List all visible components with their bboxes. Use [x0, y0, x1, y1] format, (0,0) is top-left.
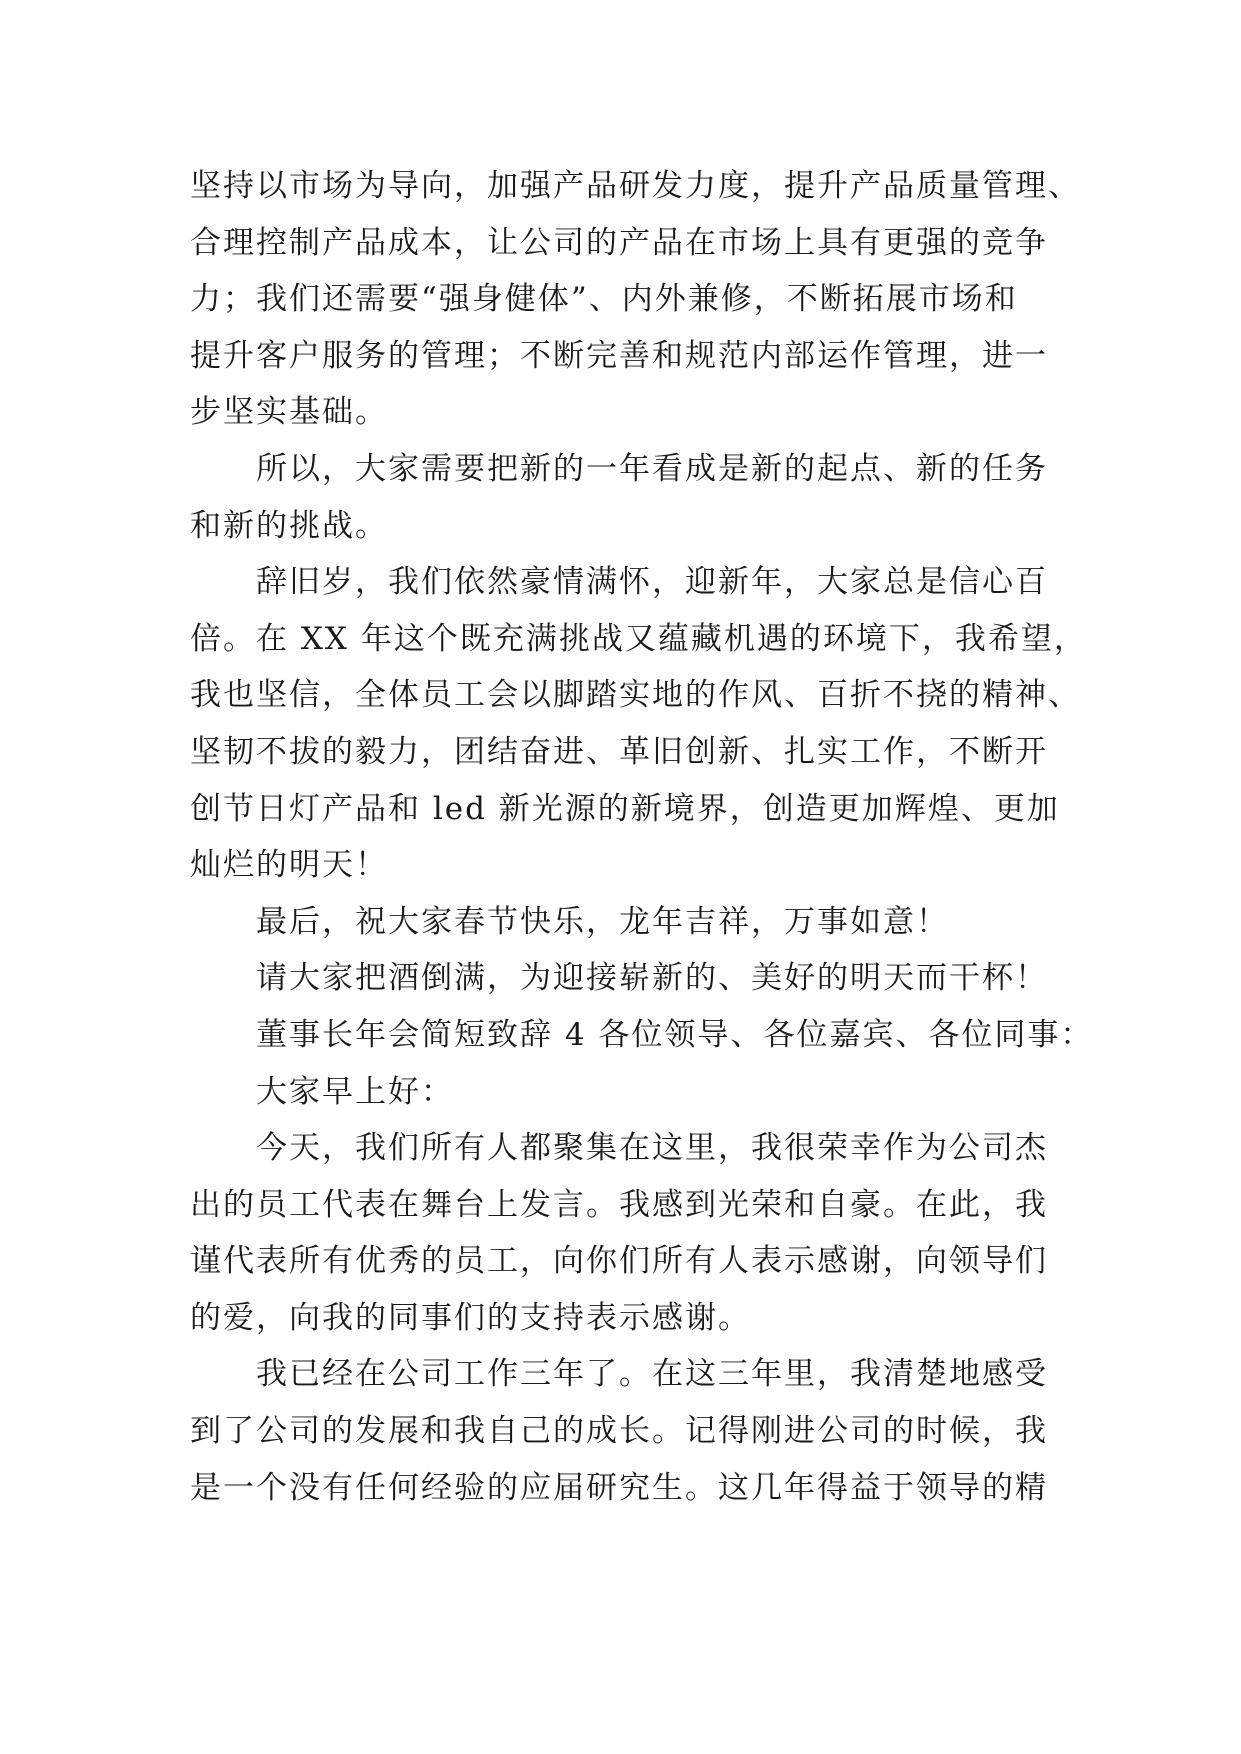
paragraph-3 [190, 554, 1087, 894]
text-line: 我也坚信，全体员工会以脚踏实地的作风、百折不挠的精神、 [190, 677, 1081, 714]
text-line: 谨代表所有优秀的员工，向你们所有人表示感谢，向领导们 [190, 1243, 1048, 1280]
text-line: 所以，大家需要把新的一年看成是新的起点、新的任务 [256, 450, 1048, 487]
text-line: 的爱，向我的同事们的支持表示感谢。 [190, 1299, 751, 1336]
text-line: 我已经在公司工作三年了。在这三年里，我清楚地感受 [256, 1356, 1048, 1393]
paragraph-1 [190, 158, 1081, 441]
text-line: 合理控制产品成本，让公司的产品在市场上具有更强的竞争 [190, 224, 1048, 261]
text-line: 最后，祝大家春节快乐，龙年吉祥，万事如意！ [256, 903, 949, 940]
text-line: 灿烂的明天！ [190, 847, 388, 884]
text-line: 提升客户服务的管理；不断完善和规范内部运作管理，进一 [190, 337, 1048, 374]
text-line: 坚韧不拔的毅力，团结奋进、革旧创新、扎实工作，不断开 [190, 733, 1048, 770]
text-line: 创节日灯产品和 led 新光源的新境界，创造更加辉煌、更加 [190, 790, 1060, 827]
text-line: 步坚实基础。 [190, 394, 388, 431]
text-line: 请大家把酒倒满，为迎接崭新的、美好的明天而干杯！ [256, 960, 1048, 997]
text-line: 和新的挑战。 [190, 507, 388, 544]
text-line: 到了公司的发展和我自己的成长。记得刚进公司的时候，我 [190, 1413, 1048, 1450]
text-line: 出的员工代表在舞台上发言。我感到光荣和自豪。在此，我 [190, 1186, 1048, 1223]
text-line: 坚持以市场为导向，加强产品研发力度，提升产品质量管理、 [190, 168, 1081, 204]
paragraph-5 [190, 950, 1070, 1007]
paragraph-7 [190, 1064, 1070, 1121]
paragraph-9 [190, 1346, 1070, 1516]
paragraph-8 [190, 1120, 1070, 1346]
document-body [190, 158, 1094, 1516]
text-line: 今天，我们所有人都聚集在这里，我很荣幸作为公司杰 [256, 1130, 1048, 1167]
text-line: 董事长年会简短致辞 4 各位领导、各位嘉宾、各位同事： [256, 1016, 1094, 1053]
text-line: 大家早上好： [256, 1073, 454, 1110]
paragraph-2 [190, 441, 1070, 554]
text-line: 是一个没有任何经验的应届研究生。这几年得益于领导的精 [190, 1469, 1048, 1506]
text-line: 辞旧岁，我们依然豪情满怀，迎新年，大家总是信心百 [256, 564, 1048, 601]
text-line: 倍。在 XX 年这个既充满挑战又蕴藏机遇的环境下，我希望， [190, 620, 1087, 657]
text-line: 力；我们还需要“强身健体”、内外兼修，不断拓展市场和 [190, 281, 1018, 318]
paragraph-6 [190, 1007, 1094, 1064]
paragraph-4 [190, 894, 1070, 951]
